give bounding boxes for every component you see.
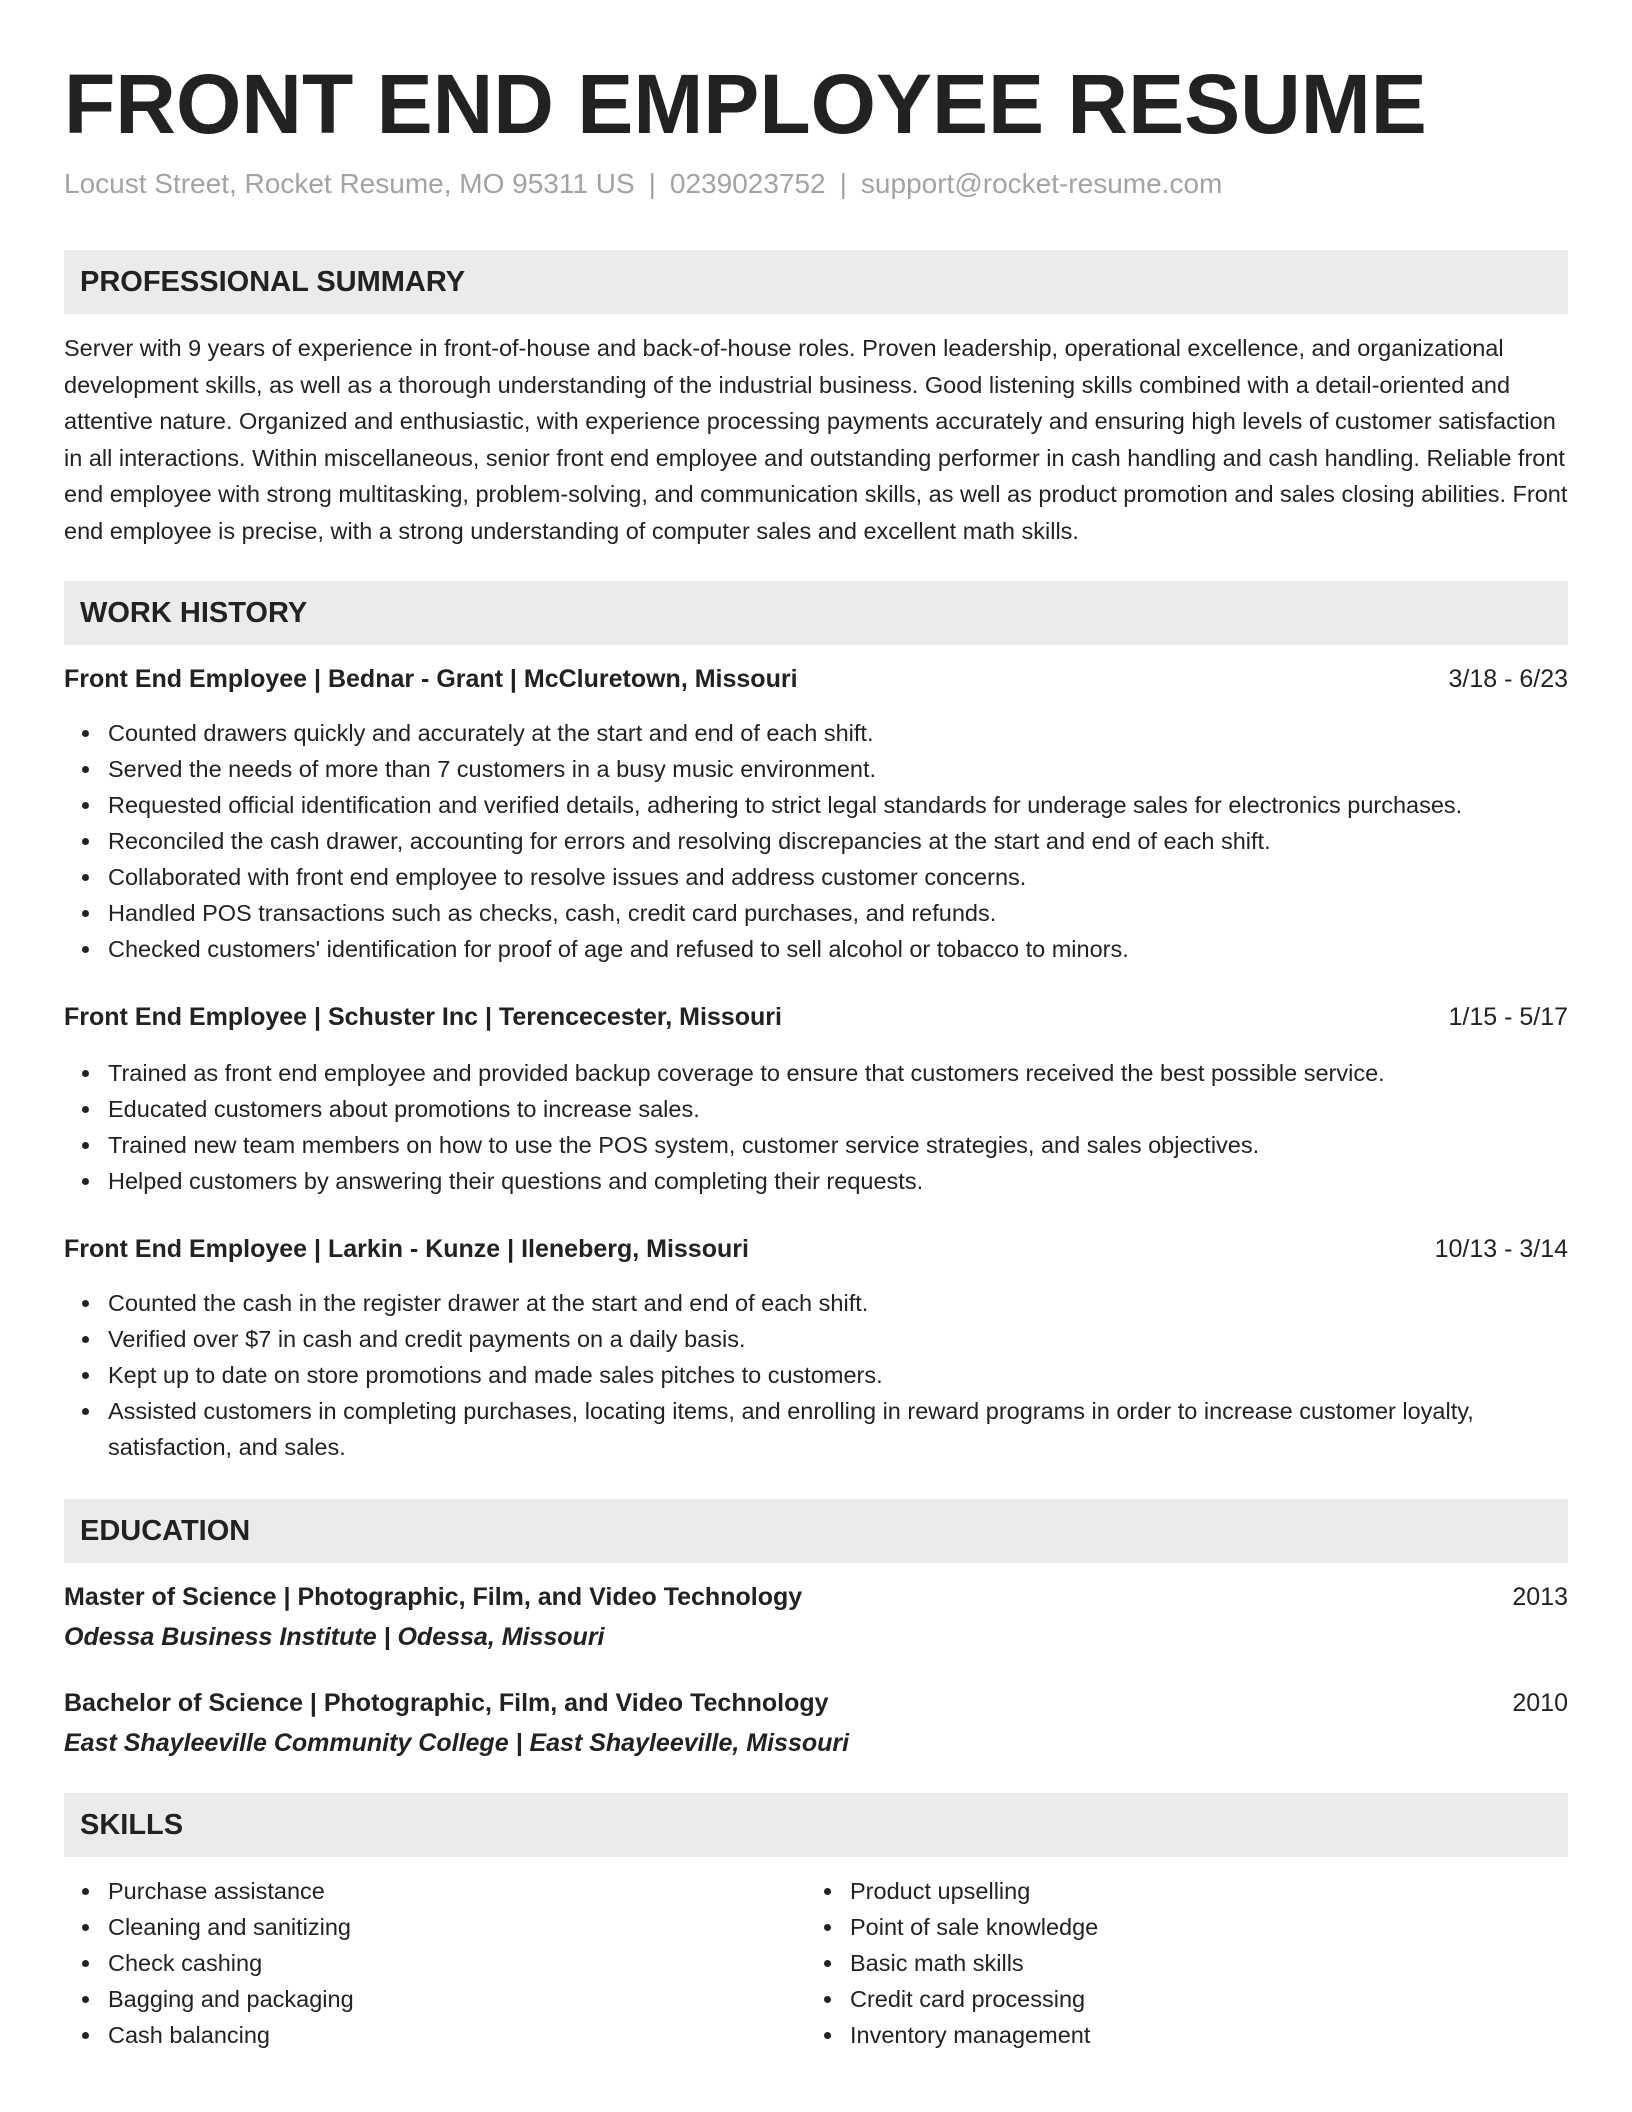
job-bullet: Trained as front end employee and provided backup coverage to ensure that customers received the best possible service. xyxy=(64,1055,1568,1091)
education-school: East Shayleeville Community College | East Shayleeville, Missouri xyxy=(64,1729,850,1757)
contact-address: Locust Street, Rocket Resume, MO 95311 US xyxy=(64,168,635,199)
job-bullet: Collaborated with front end employee to resolve issues and address customer concerns. xyxy=(64,859,1568,895)
contact-separator: | xyxy=(839,168,847,199)
contact-email: support@rocket-resume.com xyxy=(860,168,1223,199)
skills-column-left xyxy=(64,1873,806,2053)
job-header xyxy=(64,1233,1568,1265)
education-entry xyxy=(64,1581,1568,1653)
job-bullet: Handled POS transactions such as checks, cash, credit card purchases, and refunds. xyxy=(64,895,1568,931)
job-title: Front End Employee | Larkin - Kunze | Ileneberg, Missouri xyxy=(64,1235,749,1263)
job-bullet: Counted the cash in the register drawer at the start and end of each shift. xyxy=(64,1285,1568,1321)
skills-grid xyxy=(64,1873,1568,2053)
job-title: Front End Employee | Bednar - Grant | McCluretown, Missouri xyxy=(64,665,798,693)
skill-item: Point of sale knowledge xyxy=(806,1909,1548,1945)
job-title: Front End Employee | Schuster Inc | Terencecester, Missouri xyxy=(64,1003,782,1031)
skills-list xyxy=(64,1873,806,2053)
job-bullet: Educated customers about promotions to increase sales. xyxy=(64,1091,1568,1127)
skill-item: Bagging and packaging xyxy=(64,1981,806,2017)
contact-separator: | xyxy=(648,168,656,199)
skill-item: Credit card processing xyxy=(806,1981,1548,2017)
section-header-skills: SKILLS xyxy=(64,1793,1568,1857)
job-bullet: Counted drawers quickly and accurately at the start and end of each shift. xyxy=(64,715,1568,751)
education-year: 2013 xyxy=(1512,1583,1568,1611)
job-bullet: Reconciled the cash drawer, accounting for errors and resolving discrepancies at the start and end of each shift. xyxy=(64,823,1568,859)
section-header-education: EDUCATION xyxy=(64,1499,1568,1563)
job-bullets xyxy=(64,1285,1568,1465)
education-school: Odessa Business Institute | Odessa, Missouri xyxy=(64,1623,605,1651)
job-bullet: Trained new team members on how to use the POS system, customer service strategies, and sales objectives. xyxy=(64,1127,1568,1163)
job-bullet: Assisted customers in completing purchases, locating items, and enrolling in reward programs in order to increase customer loyalty, satisfaction, and sales. xyxy=(64,1393,1568,1465)
contact-phone: 0239023752 xyxy=(669,168,826,199)
job-dates: 1/15 - 5/17 xyxy=(1448,1003,1568,1031)
education-degree: Bachelor of Science | Photographic, Film, and Video Technology xyxy=(64,1689,829,1717)
education-header xyxy=(64,1687,1568,1719)
skills-column-right xyxy=(806,1873,1548,2053)
section-header-summary: PROFESSIONAL SUMMARY xyxy=(64,250,1568,314)
section-header-work-history: WORK HISTORY xyxy=(64,581,1568,645)
skill-item: Purchase assistance xyxy=(64,1873,806,1909)
education-degree: Master of Science | Photographic, Film, and Video Technology xyxy=(64,1583,803,1611)
education-entry xyxy=(64,1687,1568,1759)
job-bullet: Kept up to date on store promotions and made sales pitches to customers. xyxy=(64,1357,1568,1393)
job-bullets xyxy=(64,1055,1568,1199)
contact-line xyxy=(64,166,1568,202)
job-bullet: Helped customers by answering their questions and completing their requests. xyxy=(64,1163,1568,1199)
job-header xyxy=(64,663,1568,695)
skill-item: Inventory management xyxy=(806,2017,1548,2053)
skills-list xyxy=(806,1873,1548,2053)
skill-item: Product upselling xyxy=(806,1873,1548,1909)
skill-item: Check cashing xyxy=(64,1945,806,1981)
job-bullets xyxy=(64,715,1568,967)
job-dates: 3/18 - 6/23 xyxy=(1448,665,1568,693)
job-bullet: Checked customers' identification for proof of age and refused to sell alcohol or tobacco to minors. xyxy=(64,931,1568,967)
job-bullet: Verified over $7 in cash and credit payments on a daily basis. xyxy=(64,1321,1568,1357)
summary-text: Server with 9 years of experience in front-of-house and back-of-house roles. Proven leadership, operational excellence, and organizational development skills, as well as a thorough understanding of the industrial business. Good listening skills combined with a detail-oriented and attentive nature. Organized and enthusiastic, with experience processing payments accurately and ensuring high levels of customer satisfaction in all interactions. Within miscellaneous, senior front end employee and outstanding performer in cash handling and cash handling. Reliable front end employee with strong multitasking, problem-solving, and communication skills, as well as product promotion and sales closing abilities. Front end employee is precise, with a strong understanding of computer sales and excellent math skills. xyxy=(64,335,1568,544)
resume-title: FRONT END EMPLOYEE RESUME xyxy=(64,57,1427,151)
job-bullet: Requested official identification and verified details, adhering to strict legal standards for underage sales for electronics purchases. xyxy=(64,787,1568,823)
education-header xyxy=(64,1581,1568,1613)
job-entry xyxy=(64,1233,1568,1465)
job-dates: 10/13 - 3/14 xyxy=(1434,1235,1568,1263)
job-bullet: Served the needs of more than 7 customers in a busy music environment. xyxy=(64,751,1568,787)
job-entry xyxy=(64,663,1568,967)
education-year: 2010 xyxy=(1512,1689,1568,1717)
skill-item: Cash balancing xyxy=(64,2017,806,2053)
skill-item: Cleaning and sanitizing xyxy=(64,1909,806,1945)
job-header xyxy=(64,1001,1568,1033)
skill-item: Basic math skills xyxy=(806,1945,1548,1981)
job-entry xyxy=(64,1001,1568,1199)
